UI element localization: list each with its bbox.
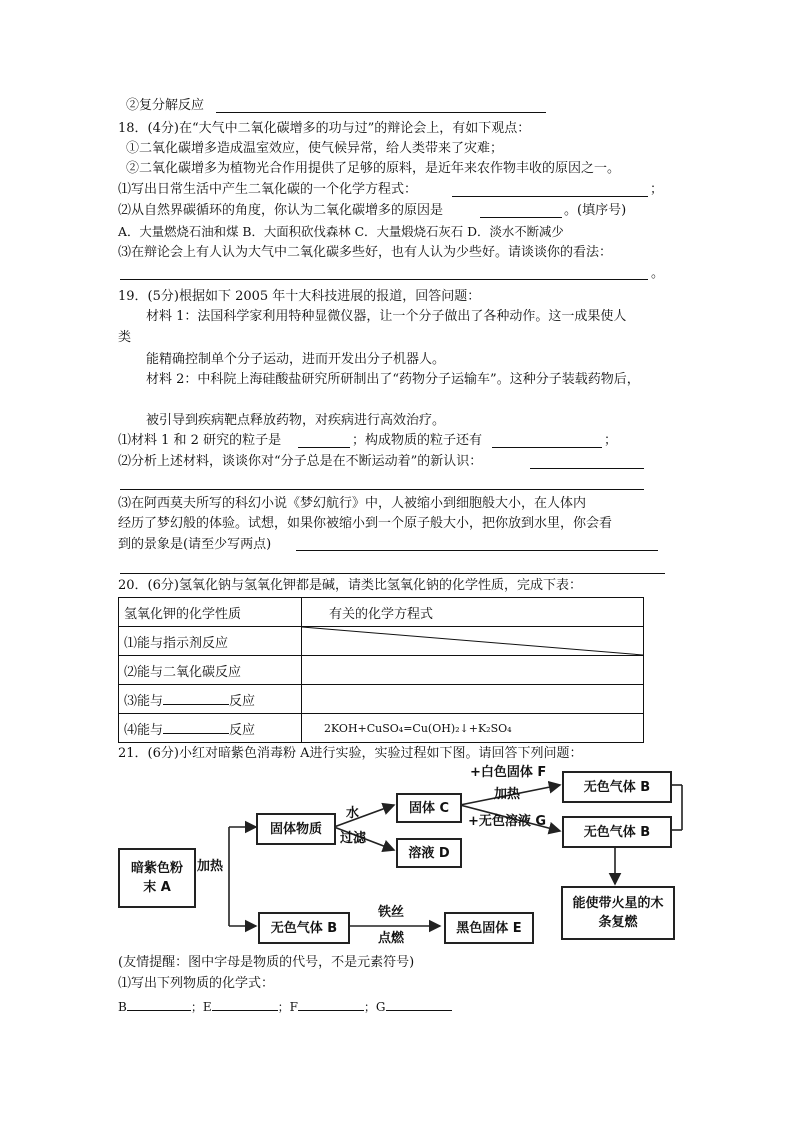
q21-fill-line: B ；E ；F ；G	[118, 998, 452, 1015]
q18-options: A．大量燃烧石油和煤 B．大面积砍伐森林 C．大量煅烧石灰石 D．淡水不断减少	[118, 224, 564, 239]
q21-label-plus-white-solid-f: +白色固体 F	[470, 765, 547, 780]
q18-part1-end: ；	[650, 182, 664, 197]
q19-material1-b: 类	[118, 330, 132, 345]
q19-part1-c: ；	[604, 433, 618, 448]
q19-part3-a: ⑶在阿西莫夫所写的科幻小说《梦幻航行》中，人被缩小到细胞般大小，在人体内	[118, 496, 587, 511]
q19-part3-c: 到的景象是(请至少写两点)	[118, 537, 272, 552]
q21-box-gas-b-bottom: 无色气体 B	[258, 912, 350, 944]
q21-box-black-solid-e: 黑色固体 E	[444, 912, 534, 944]
q18-part2: ⑵从自然界碳循环的角度，你认为二氧化碳增多的原因是	[118, 203, 444, 218]
q19-part1-a: ⑴材料 1 和 2 研究的粒子是	[118, 433, 282, 448]
q21-box-relight-splint: 能使带火星的木条复燃	[561, 886, 675, 940]
q21-blank-e[interactable]	[212, 998, 278, 1011]
q21-box-gas-b-top: 无色气体 B	[562, 771, 672, 803]
q18-part3-end: 。	[651, 266, 665, 281]
q18-view1: ①二氧化碳增多造成温室效应，使气候异常，给人类带来了灾难；	[126, 141, 504, 156]
q19-part1-b: ；构成物质的粒子还有	[352, 433, 483, 448]
q21-label-water: 水	[346, 806, 360, 821]
q21-box-purple-powder-a: 暗紫色粉末 A	[118, 848, 196, 908]
q20-row2-property: ⑵能与二氧化碳反应	[119, 656, 302, 685]
q21-label-heat2: 加热	[494, 787, 521, 802]
q18-view2: ②二氧化碳增多为植物光合作用提供了足够的原料，是近年来农作物丰收的原因之一。	[126, 161, 621, 176]
q19-material2-b: 被引导到疾病靶点释放药物，对疾病进行高效治疗。	[146, 413, 446, 428]
q20-header-property: 氢氧化钾的化学性质	[119, 598, 302, 627]
q21-label-plus-colorless-solution-g: +无色溶液 G	[468, 814, 547, 829]
q19-part3-b: 经历了梦幻般的体验。试想，如果你被缩小到一个原子般大小，把你放到水里，你会看	[118, 516, 613, 531]
q18-stem: 18．(4分)在“大气中二氧化碳增多的功与过”的辩论会上，有如下观点：	[118, 121, 531, 136]
q18-part1: ⑴写出日常生活中产生二氧化碳的一个化学方程式：	[118, 182, 418, 197]
q21-box-solution-d: 溶液 D	[396, 838, 462, 868]
q21-label-heat: 加热	[197, 859, 224, 874]
q18-part2-end: 。(填序号)	[564, 203, 627, 218]
q20-row1-property: ⑴能与指示剂反应	[119, 627, 302, 656]
q21-box-solid-substance: 固体物质	[256, 813, 336, 845]
q17-line2: ②复分解反应	[126, 98, 205, 113]
q20-header-equation: 有关的化学方程式	[302, 598, 644, 627]
q19-material1-c: 能精确控制单个分子运动，进而开发出分子机器人。	[146, 352, 446, 367]
q21-blank-g[interactable]	[386, 998, 452, 1011]
q19-material1-a: 材料 1：法国科学家利用特种显微仪器，让一个分子做出了各种动作。这一成果使人	[146, 309, 627, 324]
q20-row4-property: ⑷能与 反应	[119, 714, 302, 743]
q21-label-filter: 过滤	[340, 831, 367, 846]
q21-box-gas-b-middle: 无色气体 B	[562, 816, 672, 848]
q21-tip: (友情提醒：图中字母是物质的代号，不是元素符号)	[118, 955, 415, 970]
q21-label-ignite: 点燃	[378, 931, 405, 946]
q21-part1: ⑴写出下列物质的化学式：	[118, 976, 275, 991]
q20-row3-property: ⑶能与 反应	[119, 685, 302, 714]
q20-row4-equation: 2KOH+CuSO₄=Cu(OH)₂↓+K₂SO₄	[302, 714, 644, 743]
q19-part2: ⑵分析上述材料，谈谈你对“分子总是在不断运动着”的新认识：	[118, 454, 483, 469]
q19-material2-a: 材料 2：中科院上海硅酸盐研究所研制出了“药物分子运输车”。这种分子装载药物后，	[146, 372, 640, 387]
q21-box-solid-c: 固体 C	[396, 793, 462, 823]
q21-blank-f[interactable]	[298, 998, 364, 1011]
q21-stem: 21．(6分)小红对暗紫色消毒粉 A进行实验，实验过程如下图。请回答下列问题：	[118, 746, 583, 761]
q19-stem: 19．(5分)根据如下 2005 年十大科技进展的报道，回答问题：	[118, 289, 481, 304]
q18-part3: ⑶在辩论会上有人认为大气中二氧化碳多些好，也有人认为少些好。请谈谈你的看法：	[118, 245, 613, 260]
q20-stem: 20．(6分)氢氧化钠与氢氧化钾都是碱，请类比氢氧化钠的化学性质，完成下表：	[118, 578, 582, 593]
q21-blank-b[interactable]	[127, 998, 191, 1011]
q21-label-iron-wire: 铁丝	[378, 905, 405, 920]
